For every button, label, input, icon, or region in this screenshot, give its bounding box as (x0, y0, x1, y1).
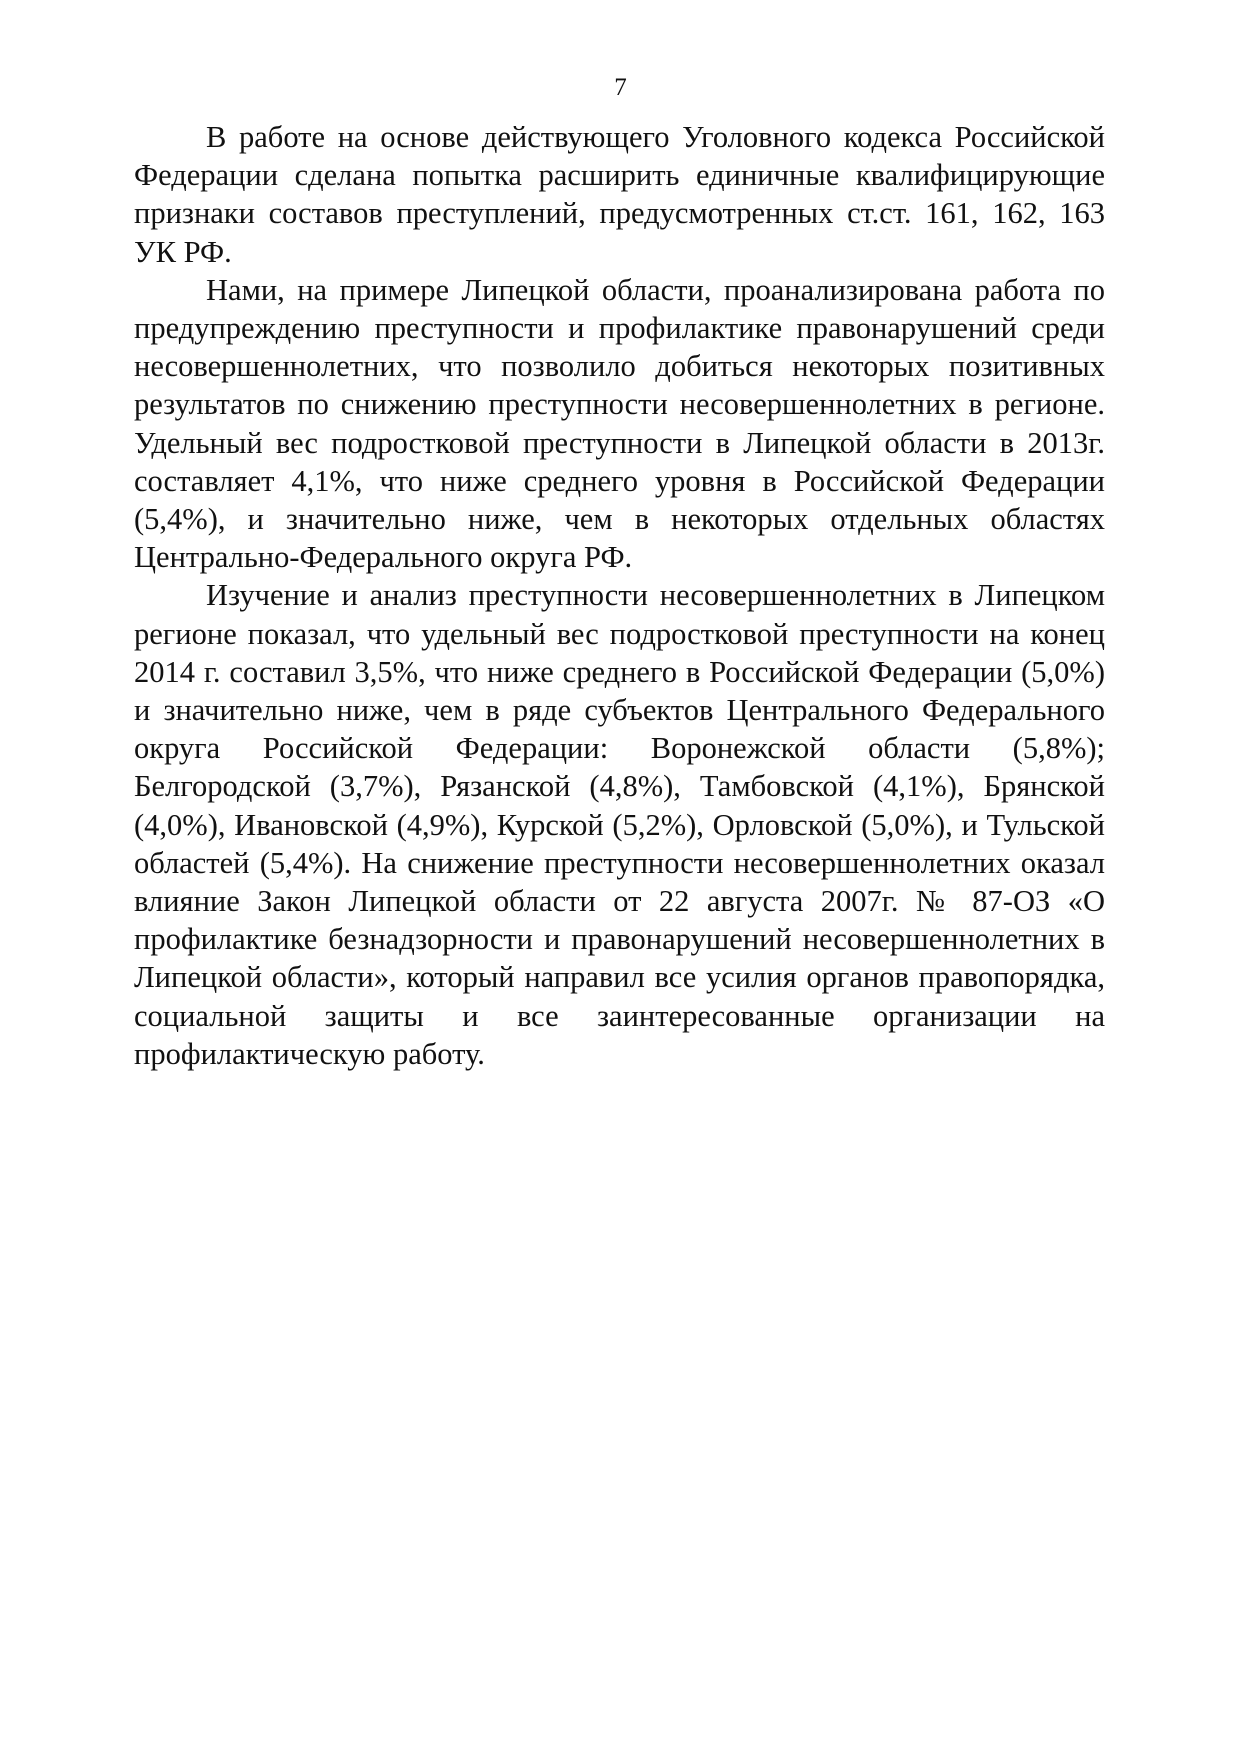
paragraph-crime-analysis: Изучение и анализ преступности несовершеннолетних в Липецком регионе показал, что удельный вес подростковой преступности на конец 2014 г. составил 3,5%, что ниже среднего в Российской Федерации (5,0%) и значительно ниже, чем в ряде субъектов Центрального Федерального округа Российской Федерации: Воронежской области (5,8%); Белгородской (3,7%), Рязанской (4,8%), Тамбовской (4,1%), Брянской (4,0%), Ивановской (4,9%), Курской (5,2%), Орловской (5,0%), и Тульской областей (5,4%). На снижение преступности несовершеннолетних оказал влияние Закон Липецкой области от 22 августа 2007г. № 87-ОЗ «О профилактике безнадзорности и правонарушений несовершеннолетних в Липецкой области», который направил все усилия органов правопорядка, социальной защиты и все заинтересованные организации на профилактическую работу. (134, 578, 1105, 1071)
page-number: 7 (614, 74, 627, 101)
paragraph-research-scope: В работе на основе действующего Уголовного кодекса Российской Федерации сделана попытка расширить единичные квалифицирующие признаки составов преступлений, предусмотренных ст.ст. 161, 162, 163 УК РФ. (134, 120, 1105, 269)
body-text (134, 118, 1105, 1073)
paragraph-lipetsk-prevention: Нами, на примере Липецкой области, проанализирована работа по предупреждению преступности и профилактике правонарушений среди несовершеннолетних, что позволило добиться некоторых позитивных результатов по снижению преступности несовершеннолетних в регионе. Удельный вес подростковой преступности в Липецкой области в 2013г. составляет 4,1%, что ниже среднего уровня в Российской Федерации (5,4%), и значительно ниже, чем в некоторых отдельных областях Центрально-Федерального округа РФ. (134, 272, 1105, 575)
